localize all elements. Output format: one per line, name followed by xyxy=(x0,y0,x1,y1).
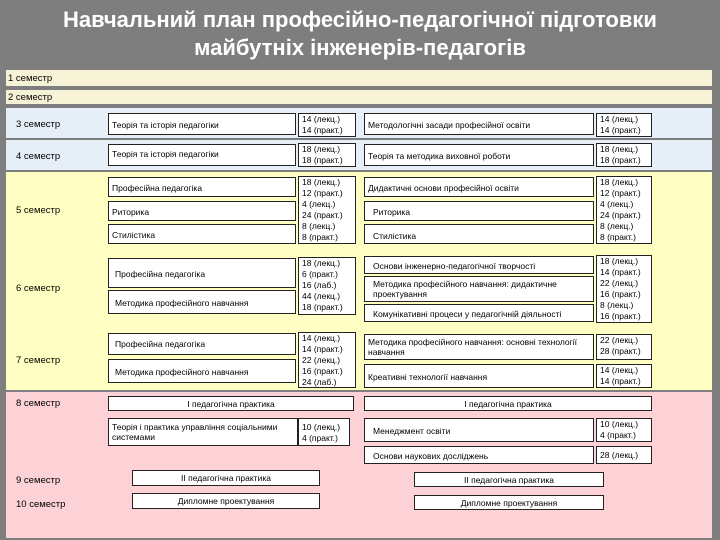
semester-label-5: 5 семестр xyxy=(16,205,61,216)
s7-right-course-1: Методика професійного навчання: основні технології навчання xyxy=(364,334,594,360)
s5-right-course-3: Стилістика xyxy=(364,224,594,244)
s89-left-hours: 10 (лекц.) 4 (практ.) xyxy=(298,418,350,446)
s5-left-course-3: Стилістика xyxy=(108,224,296,244)
s4-right-course: Теорія та методика виховної роботи xyxy=(364,144,594,166)
s6-right-course-3: Комунікативні процеси у педагогічній діяльності xyxy=(364,304,594,322)
s6-left-course-2: Методика професійного навчання xyxy=(108,290,296,314)
s7-right-hours-1: 22 (лекц.) 28 (практ.) xyxy=(596,334,652,360)
s5-right-course-1: Дидактичні основи професійної освіти xyxy=(364,177,594,197)
s10-right-diploma: Дипломне проектування xyxy=(414,495,604,510)
s9-right-practice: ІІ педагогічна практика xyxy=(414,472,604,487)
s6-left-hours: 18 (лекц.) 6 (практ.) 16 (лаб.) 44 (лекц.) 18 (практ.) xyxy=(298,257,356,315)
s3-right-course: Методологічні засади професійної освіти xyxy=(364,113,594,135)
s3-right-hours: 14 (лекц.) 14 (практ.) xyxy=(596,113,652,137)
s5-left-course-2: Риторика xyxy=(108,201,296,221)
s4-left-hours: 18 (лекц.) 18 (практ.) xyxy=(298,143,356,167)
band-semester-1 xyxy=(6,70,712,86)
s6-right-course-1: Основи інженерно-педагогічної творчості xyxy=(364,256,594,274)
semester-label-1: 1 семестр xyxy=(8,73,53,84)
s7-right-hours-2: 14 (лекц.) 14 (практ.) xyxy=(596,364,652,388)
s7-left-course-2: Методика професійного навчання xyxy=(108,359,296,383)
s4-left-course: Теорія та історія педагогіки xyxy=(108,144,296,166)
s7-right-course-2: Креативні технології навчання xyxy=(364,364,594,388)
s6-right-course-2: Методика професійного навчання: дидактичне проектування xyxy=(364,276,594,302)
semester-label-9: 9 семестр xyxy=(16,475,61,486)
s8-right-practice: І педагогічна практика xyxy=(364,396,652,411)
semester-label-2: 2 семестр xyxy=(8,92,53,103)
s5-right-course-2: Риторика xyxy=(364,201,594,221)
s89-left-course: Теорія і практика управління соціальними системами xyxy=(108,418,298,446)
s3-left-course: Теорія та історія педагогіки xyxy=(108,113,296,135)
s6-left-course-1: Професійна педагогіка xyxy=(108,258,296,288)
s89-right-course-1: Менеджмент освіти xyxy=(364,418,594,442)
s3-left-hours: 14 (лекц.) 14 (практ.) xyxy=(298,113,356,137)
s8-left-practice: І педагогічна практика xyxy=(108,396,354,411)
band-semesters-8-10 xyxy=(6,392,712,538)
s5-left-hours: 18 (лекц.) 12 (практ.) 4 (лекц.) 24 (практ.) 8 (лекц.) 8 (практ.) xyxy=(298,176,356,244)
s7-left-hours: 14 (лекц.) 14 (практ.) 22 (лекц.) 16 (практ.) 24 (лаб.) xyxy=(298,332,356,388)
s5-left-course-1: Професійна педагогіка xyxy=(108,177,296,197)
s89-right-hours-2: 28 (лекц.) xyxy=(596,446,652,464)
s5-right-hours: 18 (лекц.) 12 (практ.) 4 (лекц.) 24 (практ.) 8 (лекц.) 8 (практ.) xyxy=(596,176,652,244)
s9-left-practice: ІІ педагогічна практика xyxy=(132,470,320,486)
semester-label-4: 4 семестр xyxy=(16,151,61,162)
semester-label-3: 3 семестр xyxy=(16,119,61,130)
band-semester-2 xyxy=(6,90,712,104)
s7-left-course-1: Професійна педагогіка xyxy=(108,333,296,355)
title-line-1: Навчальний план професійно-педагогічної підготовки xyxy=(63,7,657,32)
semester-label-6: 6 семестр xyxy=(16,283,61,294)
s6-right-hours: 18 (лекц.) 14 (практ.) 22 (лекц.) 16 (практ.) 8 (лекц.) 16 (практ.) xyxy=(596,255,652,323)
semester-label-8: 8 семестр xyxy=(16,398,61,409)
title-line-2: майбутніх інженерів-педагогів xyxy=(194,35,526,60)
semester-label-7: 7 семестр xyxy=(16,355,61,366)
s4-right-hours: 18 (лекц.) 18 (практ.) xyxy=(596,143,652,167)
s10-left-diploma: Дипломне проектування xyxy=(132,493,320,509)
s89-right-hours-1: 10 (лекц.) 4 (практ.) xyxy=(596,418,652,442)
page-title xyxy=(0,6,720,62)
s89-right-course-2: Основи наукових досліджень xyxy=(364,446,594,464)
semester-label-10: 10 семестр xyxy=(16,499,66,510)
